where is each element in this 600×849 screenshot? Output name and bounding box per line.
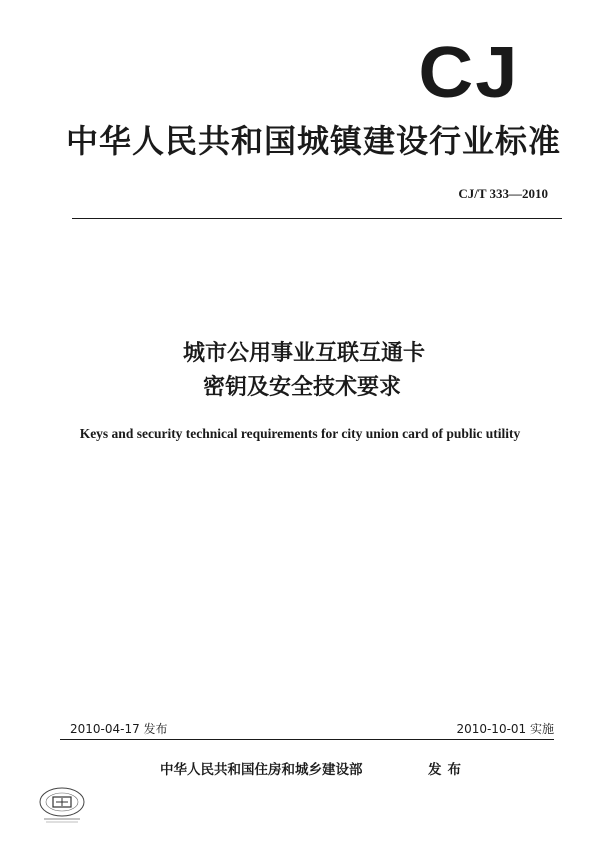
cj-logo: CJ <box>418 32 520 113</box>
effective-date: 2010-10-01 实施 <box>456 722 554 736</box>
document-title-line-1: 城市公用事业互联互通卡 <box>182 341 425 366</box>
publish-label: 发布 <box>428 762 467 778</box>
publisher-name: 中华人民共和国住房和城乡建设部 <box>160 762 363 778</box>
document-title-english: Keys and security technical requirements for city union card of public utility <box>79 426 521 441</box>
header-divider <box>72 218 562 219</box>
standard-title: 中华人民共和国城镇建设行业标准 <box>66 122 562 160</box>
footer-divider <box>60 739 554 740</box>
anti-counterfeit-seal-icon <box>36 784 88 824</box>
standard-code: CJ/T 333—2010 <box>458 186 548 201</box>
issue-date: 2010-04-17 发布 <box>70 722 168 736</box>
document-title-line-2: 密钥及安全技术要求 <box>202 375 401 400</box>
